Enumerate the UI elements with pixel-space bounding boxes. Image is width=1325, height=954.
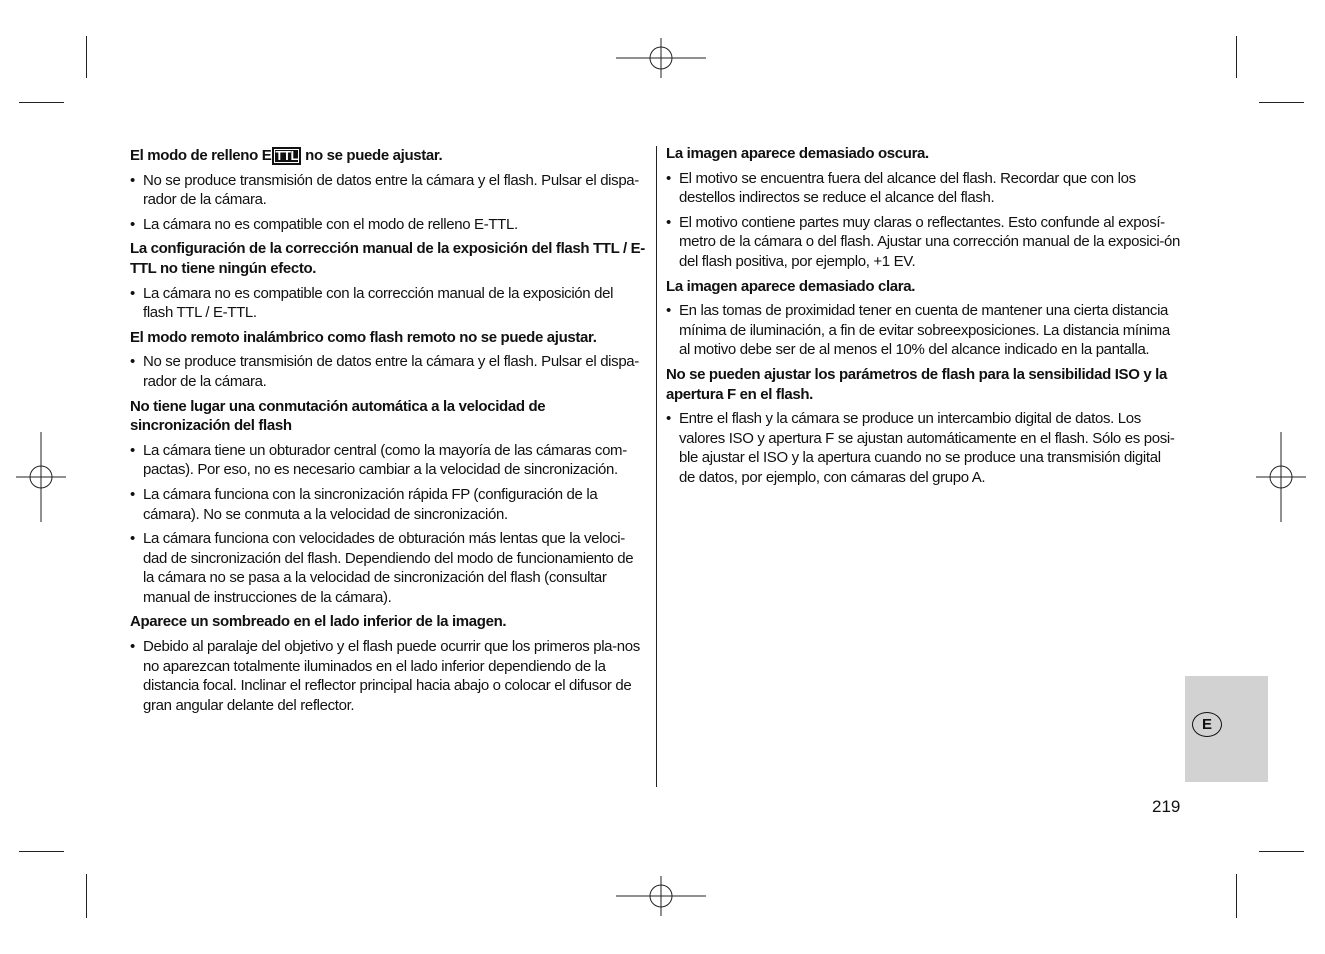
list-item-text: La cámara funciona con la sincronización rápida FP (configuración de la cámara). No se conmuta a la velocidad de sincronización. <box>143 485 598 523</box>
registration-mark-right-icon <box>1236 432 1325 522</box>
list-item-text: El motivo se encuentra fuera del alcance del flash. Recordar que con los destellos indirectos se reduce el alcance del flash. <box>679 169 1136 207</box>
list-item <box>666 169 1180 208</box>
list-item-text: Debido al paralaje del objetivo y el flash puede ocurrir que los primeros pla-nos no aparezcan totalmente iluminados en el lado inferior dependiendo de la distancia focal. Inclinar el reflector principal hacia abajo o colocar el difusor de gran angular delante del reflector. <box>143 638 640 714</box>
heading-exposure-correction: La configuración de la corrección manual de la exposición del flash TTL / E-TTL no tiene ningún efecto. <box>130 240 645 277</box>
left-column <box>130 146 646 720</box>
right-column <box>666 144 1180 493</box>
list-item <box>130 529 646 607</box>
list-item-text: La cámara no es compatible con el modo de relleno E-TTL. <box>143 215 518 233</box>
list-item-text: La cámara funciona con velocidades de obturación más lentas que la veloci-dad de sincronización del flash. Dependiendo del modo de funcionamiento de la cámara no se pasa a la velocidad de sincronización del flash (consultar manual de instrucciones de la cámara). <box>143 530 634 606</box>
list-item <box>130 485 646 524</box>
heading-text: no se puede ajustar. <box>305 147 443 164</box>
list-item-text: No se produce transmisión de datos entre la cámara y el flash. Pulsar el dispa-rador de la cámara. <box>143 353 639 390</box>
list-item-text: El motivo contiene partes muy claras o reflectantes. Esto confunde al exposí-metro de la cámara o del flash. Ajustar una corrección manual de la exposici-ón del flash positiva, por ejemplo, +1 EV. <box>679 213 1180 270</box>
bullet-icon: • <box>666 169 671 187</box>
heading-wireless-remote: El modo remoto inalámbrico como flash remoto no se puede ajustar. <box>130 328 597 346</box>
list-item <box>666 301 1180 360</box>
bullet-icon: • <box>130 171 135 189</box>
list-item <box>130 171 646 210</box>
list-item <box>666 409 1180 487</box>
crop-mark-bottom-right-h <box>1259 851 1304 852</box>
bullet-icon: • <box>130 284 135 302</box>
crop-mark-bottom-left-v <box>86 874 87 918</box>
list-item-text: La cámara tiene un obturador central (como la mayoría de las cámaras com-pactas). Por eso, no es necesario cambiar a la velocidad de sincronización. <box>143 441 627 479</box>
registration-mark-left-icon <box>0 432 86 522</box>
registration-mark-top-icon <box>616 13 706 103</box>
bullet-icon: • <box>130 353 135 371</box>
list-item-text: No se produce transmisión de datos entre la cámara y el flash. Pulsar el dispa-rador de la cámara. <box>143 171 639 209</box>
list-item-text: En las tomas de proximidad tener en cuenta de mantener una cierta distancia mínima de iluminación, a fin de evitar sobreexposiciones. La distancia mínima al motivo debe ser de al menos el 10% del alcance indicado en la pantalla. <box>679 302 1170 359</box>
crop-mark-bottom-left-h <box>19 851 64 852</box>
column-divider <box>656 146 657 787</box>
registration-mark-bottom-icon <box>616 851 706 941</box>
heading-sync-speed: No tiene lugar una conmutación automática a la velocidad de sincronización del flash <box>130 397 546 435</box>
page-number: 219 <box>1152 797 1181 816</box>
language-badge: E <box>1192 712 1222 737</box>
crop-mark-top-right-h <box>1259 102 1304 103</box>
crop-mark-top-left-h <box>19 102 64 103</box>
crop-mark-bottom-right-v <box>1236 874 1237 918</box>
heading-shadow: Aparece un sombreado en el lado inferior de la imagen. <box>130 613 507 631</box>
list-item-text: Entre el flash y la cámara se produce un intercambio digital de datos. Los valores ISO y apertura F se ajustan automáticamente en el flash. Sólo es posi-ble ajustar el ISO y la apertura cuando no se produce una transmisión digital de datos, por ejemplo, con cámaras del grupo A. <box>679 410 1175 486</box>
crop-mark-top-left-v <box>86 36 87 78</box>
bullet-icon: • <box>130 530 135 548</box>
list-item <box>130 637 646 715</box>
bullet-icon: • <box>666 302 671 320</box>
list-item-text: La cámara no es compatible con la corrección manual de la exposición del flash TTL / E-TTL. <box>143 284 614 322</box>
list-item <box>666 213 1180 272</box>
heading-fill-mode <box>130 146 646 166</box>
bullet-icon: • <box>666 410 671 428</box>
list-item <box>130 284 646 323</box>
heading-image-bright: La imagen aparece demasiado clara. <box>666 277 916 295</box>
list-item <box>130 352 646 391</box>
bullet-icon: • <box>130 485 135 503</box>
bullet-icon: • <box>130 638 135 656</box>
bullet-icon: • <box>666 213 671 231</box>
bullet-icon: • <box>130 441 135 459</box>
bullet-icon: • <box>130 215 135 233</box>
heading-image-dark: La imagen aparece demasiado oscura. <box>666 145 929 162</box>
crop-mark-top-right-v <box>1236 36 1237 78</box>
ttl-badge: TTL <box>272 147 301 165</box>
heading-text: El modo de relleno E <box>130 147 272 164</box>
heading-iso-aperture: No se pueden ajustar los parámetros de flash para la sensibilidad ISO y la apertura F en el flash. <box>666 365 1167 403</box>
list-item <box>130 215 646 235</box>
list-item <box>130 441 646 480</box>
